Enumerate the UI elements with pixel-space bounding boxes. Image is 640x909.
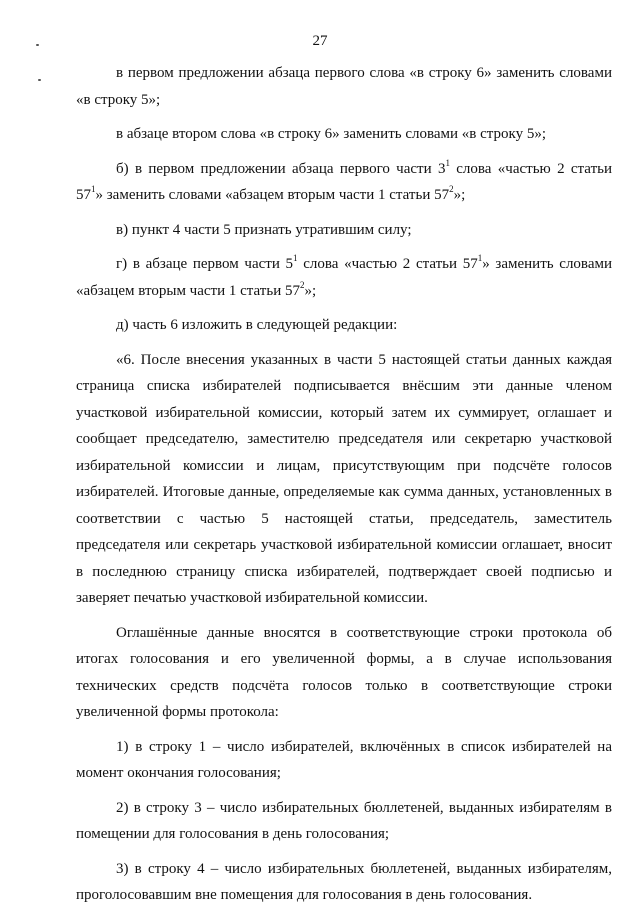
paragraph-item-b: [76, 156, 612, 209]
list-item-line-1: [76, 734, 612, 787]
paragraph-text: » заменить словами «абзацем вторым части 1 статьи 57: [95, 187, 450, 203]
list-item-line-4: [76, 856, 612, 909]
paragraph-text: в абзаце втором слова «в строку 6» заменить словами «в строку 5»;: [116, 126, 547, 142]
paragraph-text: в) пункт 4 части 5 признать утратившим силу;: [116, 221, 412, 238]
paragraph-text: «6. После внесения указанных в части 5 настоящей статьи данных каждая страница списка избирателей подписывается внёсшим эти данные членом участковой избирательной комиссии, который затем их суммирует, оглашает и сообщает председателю, заместителю председателя или секретарю участковой избирательной комиссии и лицам, присутствующим при подсчёте голосов избирателей. Итоговые данные, определяемые как сумма данных, установленных в соответствии с частью 5 настоящей статьи, председатель, заместитель председателя или секретарь участковой избирательной комиссии оглашает, вносит в последнюю страницу списка избирателей, подтверждает своей подписью и заверяет печатью участковой избирательной комиссии.: [76, 351, 612, 606]
document-body: [76, 60, 612, 909]
superscript-index: 2: [299, 279, 305, 290]
paragraph-text: в первом предложении абзаца первого слова «в строку 6» заменить словами «в строку 5»;: [76, 65, 612, 108]
superscript-index: 1: [293, 253, 298, 263]
paragraph-part-6-text: [76, 347, 612, 612]
paragraph-text: Оглашённые данные вносятся в соответствующие строки протокола об итогах голосования и его увеличенной формы, а в случае использования технических средств подсчёта голосов только в соответствующие строки увеличенной формы протокола:: [76, 624, 612, 720]
paragraph-item-d: [76, 312, 612, 339]
superscript-index: 1: [91, 184, 96, 194]
paragraph-text: »;: [304, 282, 317, 299]
scan-speck: [38, 79, 41, 81]
list-item-line-3: [76, 795, 612, 848]
superscript-index: 1: [445, 157, 450, 168]
paragraph-item-v: [76, 217, 612, 244]
paragraph-item-g: [76, 251, 612, 304]
paragraph-text: » заменить словами «абзацем вторым части 1 статьи 57: [76, 256, 612, 299]
scan-speck: [36, 44, 39, 46]
paragraph-announced-data: [76, 620, 612, 726]
paragraph-text: д) часть 6 изложить в следующей редакции:: [116, 317, 398, 333]
paragraph-text: б) в первом предложении абзаца первого части 3: [116, 160, 446, 177]
paragraph-text: 2) в строку 3 – число избирательных бюллетеней, выданных избирателям в помещении для голосования в день голосования;: [76, 799, 612, 842]
paragraph-text: 1) в строку 1 – число избирателей, включённых в список избирателей на момент окончания голосования;: [76, 738, 612, 781]
paragraph-text: слова «частью 2 статьи 57: [76, 160, 612, 203]
paragraph-text: г) в абзаце первом части 5: [116, 256, 294, 272]
paragraph-amendment-second-para: [76, 121, 612, 148]
paragraph-amendment-first-sentence: [76, 60, 612, 113]
superscript-index: 1: [477, 253, 483, 263]
paragraph-text: »;: [453, 187, 466, 203]
paragraph-text: слова «частью 2 статьи 57: [297, 256, 478, 272]
paragraph-text: 3) в строку 4 – число избирательных бюллетеней, выданных избирателям, проголосовавшим вне помещения для голосования в день голосования.: [76, 860, 612, 903]
page-number: 27: [312, 33, 328, 49]
superscript-index: 2: [449, 184, 454, 194]
